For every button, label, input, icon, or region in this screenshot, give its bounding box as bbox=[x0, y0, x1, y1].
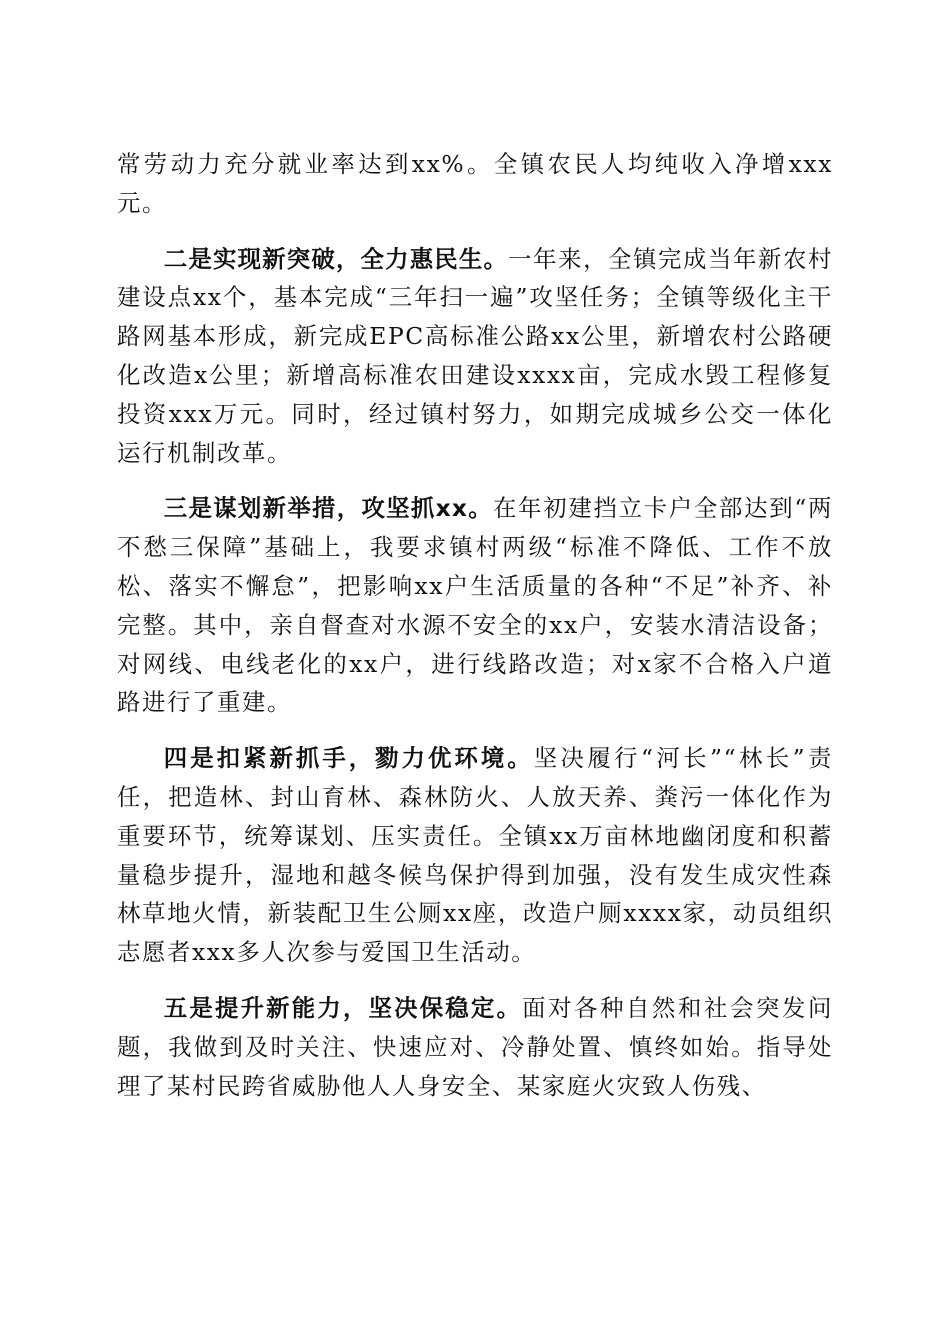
paragraph-3-lead: 三是谋划新举措，攻坚抓xx。 bbox=[163, 494, 494, 523]
paragraph-1 bbox=[117, 145, 833, 223]
paragraph-3-body: 在年初建挡立卡户全部达到“两不愁三保障”基础上，我要求镇村两级“标准不降低、工作不放松、落实不懈怠”，把影响xx户生活质量的各种“不足”补齐、补完整。其中，亲自督查对水源不安全的xx户，安装水清洁设备；对网线、电线老化的xx户，进行线路改造；对x家不合格入户道路进行了重建。 bbox=[117, 494, 833, 717]
paragraph-4-body: 坚决履行“河长”“林长”责任，把造林、封山育林、森林防火、人放天养、粪污一体化作为重要环节，统筹谋划、压实责任。全镇xx万亩林地幽闭度和积蓄量稳步提升，湿地和越冬候鸟保护得到加强，没有发生成灾性森林草地火情，新装配卫生公厕xx座，改造户厕xxxx家，动员组织志愿者xxx多人次参与爱国卫生活动。 bbox=[117, 744, 833, 967]
paragraph-5-lead: 五是提升新能力，坚决保稳定。 bbox=[163, 993, 523, 1022]
paragraph-3 bbox=[117, 489, 833, 722]
document-body bbox=[117, 145, 833, 1122]
paragraph-5-body: 面对各种自然和社会突发问题，我做到及时关注、快速应对、冷静处置、慎终如始。指导处理了某村民跨省威胁他人人身安全、某家庭火灾致人伤残、 bbox=[117, 993, 833, 1100]
paragraph-2-lead: 二是实现新突破，全力惠民生。 bbox=[163, 244, 509, 273]
paragraph-5 bbox=[117, 989, 833, 1105]
paragraph-1-body: 常劳动力充分就业率达到xx%。全镇农民人均纯收入净增xxx元。 bbox=[117, 150, 833, 217]
paragraph-2 bbox=[117, 240, 833, 473]
paragraph-4 bbox=[117, 739, 833, 972]
paragraph-4-lead: 四是扣紧新抓手，勠力优环境。 bbox=[163, 744, 534, 773]
paragraph-2-body: 一年来，全镇完成当年新农村建设点xx个，基本完成“三年扫一遍”攻坚任务；全镇等级化主干路网基本形成，新完成EPC高标准公路xx公里，新增农村公路硬化改造x公里；新增高标准农田建设xxxx亩，完成水毁工程修复投资xxx万元。同时，经过镇村努力，如期完成城乡公交一体化运行机制改革。 bbox=[117, 244, 833, 467]
